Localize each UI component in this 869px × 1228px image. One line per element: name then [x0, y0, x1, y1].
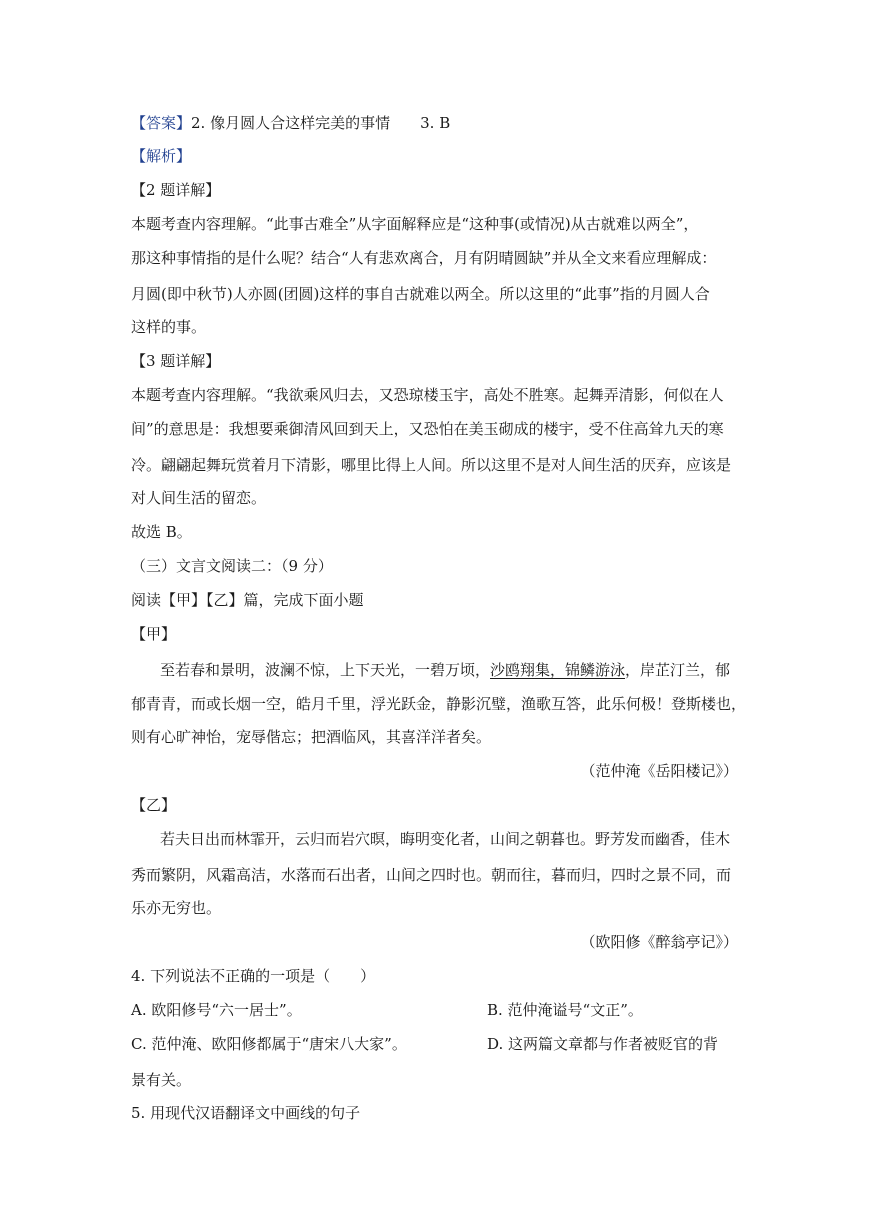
passage-yi-source: （欧阳修《醉翁亭记》） [580, 933, 738, 951]
option-c: C. 范仲淹、欧阳修都属于“唐宋八大家”。 [131, 1035, 407, 1053]
q2-detail-line: 本题考查内容理解。“此事古难全”从字面解释应是“这种事(或情况)从古就难以两全”， [131, 215, 699, 233]
q2-detail-title: 【2 题详解】 [131, 181, 221, 199]
q2-detail-line: 这样的事。 [131, 318, 207, 336]
q3-detail-line: 对人间生活的留恋。 [131, 489, 267, 507]
passage-jia-text: ，岸芷汀兰，郁 [625, 661, 731, 679]
answer-q2: 2. 像月圆人合这样完美的事情 [191, 114, 391, 132]
passage-yi-label: 【乙】 [131, 796, 177, 814]
option-d: D. 这两篇文章都与作者被贬官的背 [487, 1035, 719, 1053]
passage-yi-line: 乐亦无穷也。 [131, 899, 222, 917]
q2-detail-line: 月圆(即中秋节)人亦圆(团圆)这样的事自古就难以两全。所以这里的“此事”指的月圆人合 [131, 285, 710, 303]
section-title: （三）文言文阅读二：（9 分） [131, 557, 333, 575]
passage-jia-line [160, 660, 730, 680]
option-a: A. 欧阳修号“六一居士”。 [131, 1001, 302, 1019]
answer-tag: 【答案】 [131, 114, 192, 132]
question4-stem: 4. 下列说法不正确的一项是（ ） [131, 967, 376, 985]
q3-detail-title: 【3 题详解】 [131, 352, 221, 370]
q3-detail-line: 本题考查内容理解。“我欲乘风归去，又恐琼楼玉宇，高处不胜寒。起舞弄清影，何似在人 [131, 386, 724, 404]
passage-jia-text: 至若春和景明，波澜不惊，上下天光，一碧万顷， [160, 661, 491, 679]
section-instruction: 阅读【甲】【乙】篇，完成下面小题 [131, 591, 364, 609]
q3-detail-line: 冷。翩翩起舞玩赏着月下清影，哪里比得上人间。所以这里不是对人间生活的厌弃，应该是 [131, 456, 732, 474]
passage-yi-line: 秀而繁阴，风霜高洁，水落而石出者，山间之四时也。朝而往，暮而归，四时之景不同，而 [131, 866, 732, 884]
answer-q3: 3. B [420, 114, 451, 132]
option-b: B. 范仲淹谥号“文正”。 [487, 1001, 643, 1019]
passage-yi-line: 若夫日出而林霏开，云归而岩穴暝，晦明变化者，山间之朝暮也。野芳发而幽香，佳木 [160, 830, 731, 848]
question5-stem: 5. 用现代汉语翻译文中画线的句子 [131, 1104, 361, 1122]
underlined-sentence: 沙鸥翔集，锦鳞游泳 [490, 661, 626, 679]
analysis-title: 【解析】 [131, 147, 192, 165]
option-d-continued: 景有关。 [131, 1071, 192, 1089]
passage-jia-label: 【甲】 [131, 625, 177, 643]
q3-conclusion: 故选 B。 [131, 523, 192, 541]
answer-line [131, 113, 450, 133]
passage-jia-line: 郁青青，而或长烟一空，皓月千里，浮光跃金，静影沉璧，渔歌互答，此乐何极！登斯楼也， [131, 695, 747, 713]
q3-detail-line: 间”的意思是：我想要乘御清风回到天上，又恐怕在美玉砌成的楼宇，受不住高耸九天的寒 [131, 420, 724, 438]
passage-jia-line: 则有心旷神怡，宠辱偕忘；把酒临风，其喜洋洋者矣。 [131, 728, 492, 746]
passage-jia-source: （范仲淹《岳阳楼记》） [580, 762, 738, 780]
q2-detail-line: 那这种事情指的是什么呢？结合“人有悲欢离合，月有阴晴圆缺”并从全文来看应理解成： [131, 249, 717, 267]
